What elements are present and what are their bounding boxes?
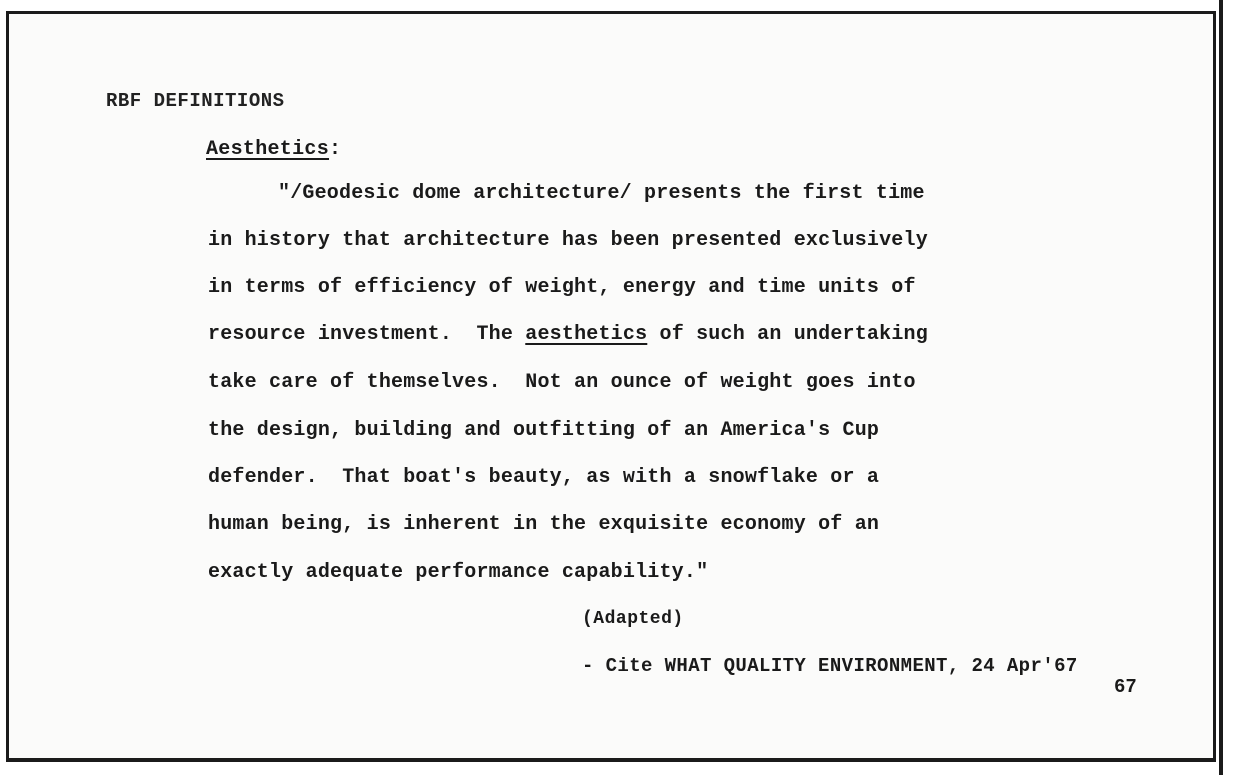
citation-correction: 67 <box>1114 676 1137 698</box>
quote-line: the design, building and outfitting of an America's Cup <box>208 419 880 442</box>
quote-line: "/Geodesic dome architecture/ presents the first time <box>278 182 925 205</box>
quote-line: exactly adequate performance capability." <box>208 561 709 584</box>
quote-line: resource investment. The aesthetics of such an undertaking <box>208 323 928 346</box>
page-title: RBF DEFINITIONS <box>106 90 285 112</box>
quote-line: in history that architecture has been presented exclusively <box>208 229 928 252</box>
adapted-note: (Adapted) <box>582 609 684 629</box>
citation: - Cite WHAT QUALITY ENVIRONMENT, 24 Apr'67 <box>582 655 1078 677</box>
quote-line: defender. That boat's beauty, as with a snowflake or a <box>208 466 880 489</box>
definition-heading <box>206 138 341 161</box>
quote-line: in terms of efficiency of weight, energy and time units of <box>208 276 916 299</box>
quote-line: human being, is inherent in the exquisite economy of an <box>208 513 880 536</box>
heading-term: Aesthetics <box>206 138 330 161</box>
underlined-term: aesthetics <box>525 323 648 346</box>
heading-colon: : <box>329 138 342 161</box>
quote-line: take care of themselves. Not an ounce of weight goes into <box>208 371 916 394</box>
card-edge-divider <box>1219 0 1223 775</box>
